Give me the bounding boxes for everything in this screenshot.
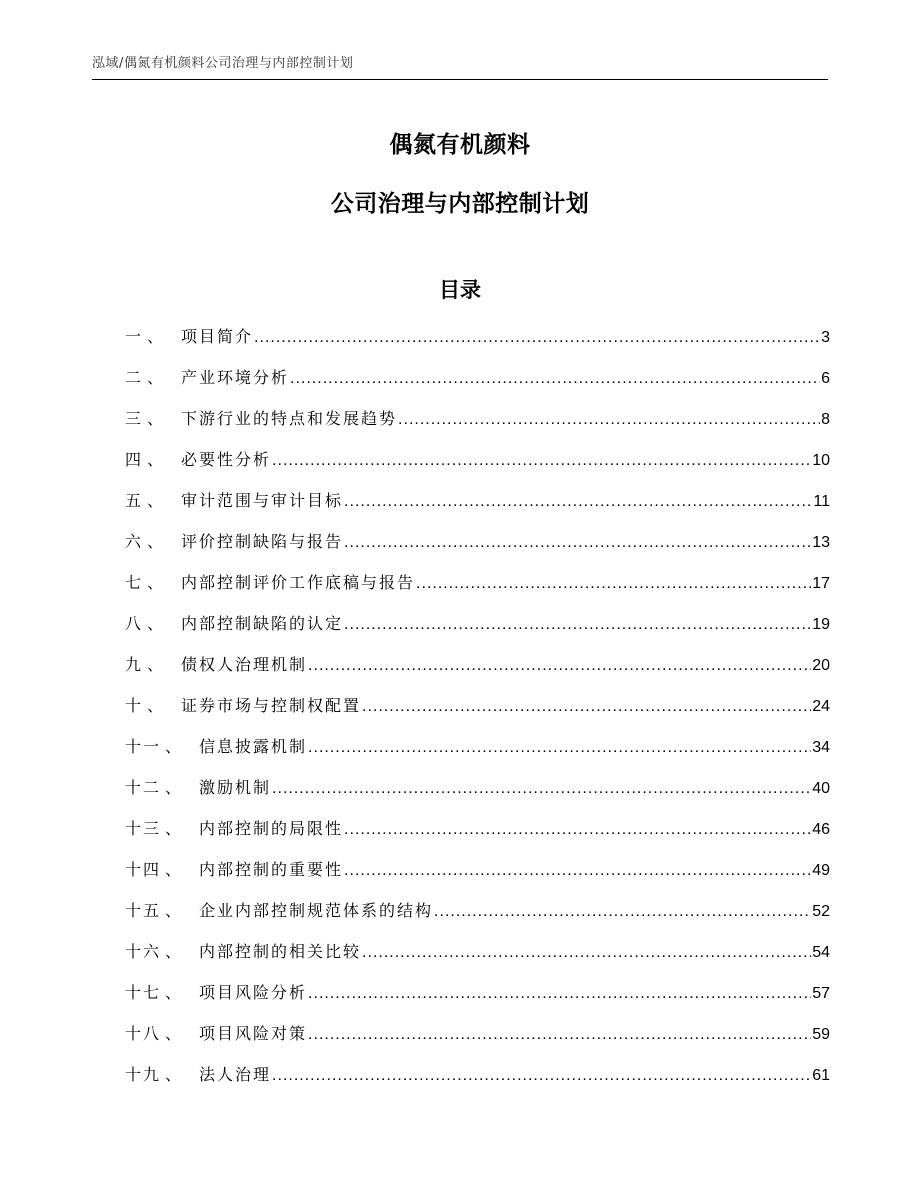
toc-entry-title[interactable]: 证券市场与控制权配置 <box>181 696 362 715</box>
toc-dot-leader <box>362 935 811 971</box>
toc-entry-page-number[interactable]: 13 <box>812 534 830 551</box>
toc-dot-leader <box>416 566 811 602</box>
toc-entry-number: 十九 <box>125 1065 162 1084</box>
toc-entry-page-number[interactable]: 34 <box>812 739 830 756</box>
toc-entry-separator: 、 <box>165 778 182 797</box>
toc-entry[interactable] <box>125 647 830 688</box>
toc-entry-separator: 、 <box>165 901 182 920</box>
toc-entry-title[interactable]: 项目风险分析 <box>199 983 308 1002</box>
toc-entry-separator: 、 <box>147 614 164 633</box>
toc-dot-leader <box>344 853 811 889</box>
toc-entry[interactable] <box>125 1016 830 1057</box>
toc-entry[interactable] <box>125 770 830 811</box>
toc-entry-title[interactable]: 审计范围与审计目标 <box>181 491 344 510</box>
toc-heading: 目录 <box>439 278 481 302</box>
toc-entry-number: 十二 <box>125 778 162 797</box>
toc-entry-title[interactable]: 必要性分析 <box>181 450 272 469</box>
toc-entry-separator: 、 <box>165 737 182 756</box>
toc-entry-separator: 、 <box>165 942 182 961</box>
toc-entry-number: 八 <box>125 614 144 633</box>
toc-dot-leader <box>254 320 820 356</box>
toc-entry-title[interactable]: 项目风险对策 <box>199 1024 308 1043</box>
toc-entry[interactable] <box>125 565 830 606</box>
toc-entry-page-number[interactable]: 20 <box>812 657 830 674</box>
toc-entry-title[interactable]: 内部控制的局限性 <box>199 819 344 838</box>
toc-entry-page-number[interactable]: 6 <box>821 370 830 387</box>
toc-entry-title[interactable]: 激励机制 <box>199 778 272 797</box>
toc-entry-page-number[interactable]: 57 <box>812 985 830 1002</box>
toc-dot-leader <box>308 648 811 684</box>
toc-entry-number: 二 <box>125 368 144 387</box>
toc-entry-page-number[interactable]: 49 <box>812 862 830 879</box>
toc-entry[interactable] <box>125 524 830 565</box>
toc-entry-separator: 、 <box>165 860 182 879</box>
toc-entry-title[interactable]: 债权人治理机制 <box>181 655 308 674</box>
toc-entry[interactable] <box>125 975 830 1016</box>
toc-entry[interactable] <box>125 729 830 770</box>
toc-entry-separator: 、 <box>147 491 164 510</box>
toc-entry-separator: 、 <box>147 655 164 674</box>
running-header: 泓域/偶氮有机颜料公司治理与内部控制计划 <box>92 56 354 71</box>
toc-entry-separator: 、 <box>165 1024 182 1043</box>
toc-entry-number: 十六 <box>125 942 162 961</box>
toc-entry-separator: 、 <box>165 983 182 1002</box>
toc-entry-separator: 、 <box>147 327 164 346</box>
toc-entry-number: 三 <box>125 409 144 428</box>
toc-entry-title[interactable]: 企业内部控制规范体系的结构 <box>199 901 434 920</box>
toc-entry-separator: 、 <box>147 409 164 428</box>
toc-entry-title[interactable]: 内部控制的相关比较 <box>199 942 362 961</box>
toc-entry-page-number[interactable]: 17 <box>812 575 830 592</box>
toc-entry-page-number[interactable]: 8 <box>821 411 830 428</box>
toc-entry-number: 四 <box>125 450 144 469</box>
toc-dot-leader <box>272 443 811 479</box>
toc-entry-number: 十五 <box>125 901 162 920</box>
toc-entry-number: 七 <box>125 573 144 592</box>
toc-entry-page-number[interactable]: 61 <box>812 1067 830 1084</box>
toc-entry-separator: 、 <box>147 696 164 715</box>
toc-entry-page-number[interactable]: 52 <box>812 903 830 920</box>
toc-entry-title[interactable]: 信息披露机制 <box>199 737 308 756</box>
toc-entry-title[interactable]: 法人治理 <box>199 1065 272 1084</box>
toc-entry-page-number[interactable]: 40 <box>812 780 830 797</box>
toc-dot-leader <box>434 894 811 930</box>
toc-entry[interactable] <box>125 401 830 442</box>
toc-entry-number: 十七 <box>125 983 162 1002</box>
toc-dot-leader <box>308 1017 811 1053</box>
toc-entry[interactable] <box>125 1057 830 1098</box>
toc-entry[interactable] <box>125 483 830 524</box>
toc-entry-separator: 、 <box>147 573 164 592</box>
toc-entry-page-number[interactable]: 10 <box>812 452 830 469</box>
document-title-line2: 公司治理与内部控制计划 <box>330 191 590 217</box>
toc-entry[interactable] <box>125 893 830 934</box>
toc-entry[interactable] <box>125 688 830 729</box>
toc-entry-page-number[interactable]: 3 <box>821 329 830 346</box>
toc-entry[interactable] <box>125 934 830 975</box>
toc-dot-leader <box>362 689 811 725</box>
toc-dot-leader <box>398 402 820 438</box>
toc-dot-leader <box>308 976 811 1012</box>
toc-entry-page-number[interactable]: 59 <box>812 1026 830 1043</box>
toc-entry[interactable] <box>125 442 830 483</box>
toc-entry-page-number[interactable]: 24 <box>812 698 830 715</box>
toc-entry-page-number[interactable]: 54 <box>812 944 830 961</box>
toc-entry-separator: 、 <box>165 1065 182 1084</box>
toc-entry-number: 六 <box>125 532 144 551</box>
toc-entry-number: 五 <box>125 491 144 510</box>
table-of-contents <box>125 319 830 1098</box>
toc-dot-leader <box>344 607 811 643</box>
toc-dot-leader <box>344 812 811 848</box>
toc-dot-leader <box>290 361 820 397</box>
toc-entry-title[interactable]: 下游行业的特点和发展趋势 <box>181 409 398 428</box>
toc-entry-separator: 、 <box>147 532 164 551</box>
header-divider <box>92 79 828 80</box>
toc-entry-page-number[interactable]: 19 <box>812 616 830 633</box>
toc-entry-separator: 、 <box>165 819 182 838</box>
toc-entry[interactable] <box>125 319 830 360</box>
toc-dot-leader <box>272 771 811 807</box>
toc-entry-title[interactable]: 内部控制缺陷的认定 <box>181 614 344 633</box>
toc-dot-leader <box>344 484 812 520</box>
toc-entry-number: 十八 <box>125 1024 162 1043</box>
toc-entry[interactable] <box>125 606 830 647</box>
toc-dot-leader <box>344 525 811 561</box>
toc-entry[interactable] <box>125 811 830 852</box>
toc-entry[interactable] <box>125 360 830 401</box>
toc-entry-number: 十三 <box>125 819 162 838</box>
toc-dot-leader <box>272 1058 811 1094</box>
toc-entry-title[interactable]: 评价控制缺陷与报告 <box>181 532 344 551</box>
toc-entry-page-number[interactable]: 46 <box>812 821 830 838</box>
toc-entry[interactable] <box>125 852 830 893</box>
toc-entry-title[interactable]: 产业环境分析 <box>181 368 290 387</box>
toc-entry-number: 九 <box>125 655 144 674</box>
toc-entry-number: 十四 <box>125 860 162 879</box>
toc-entry-page-number[interactable]: 11 <box>813 493 830 510</box>
toc-dot-leader <box>308 730 811 766</box>
toc-entry-title[interactable]: 内部控制评价工作底稿与报告 <box>181 573 416 592</box>
toc-entry-number: 十一 <box>125 737 162 756</box>
toc-entry-number: 十 <box>125 696 144 715</box>
toc-entry-title[interactable]: 项目简介 <box>181 327 254 346</box>
toc-entry-number: 一 <box>125 327 144 346</box>
document-title-line1: 偶氮有机颜料 <box>389 132 531 158</box>
toc-entry-separator: 、 <box>147 450 164 469</box>
toc-entry-separator: 、 <box>147 368 164 387</box>
toc-entry-title[interactable]: 内部控制的重要性 <box>199 860 344 879</box>
